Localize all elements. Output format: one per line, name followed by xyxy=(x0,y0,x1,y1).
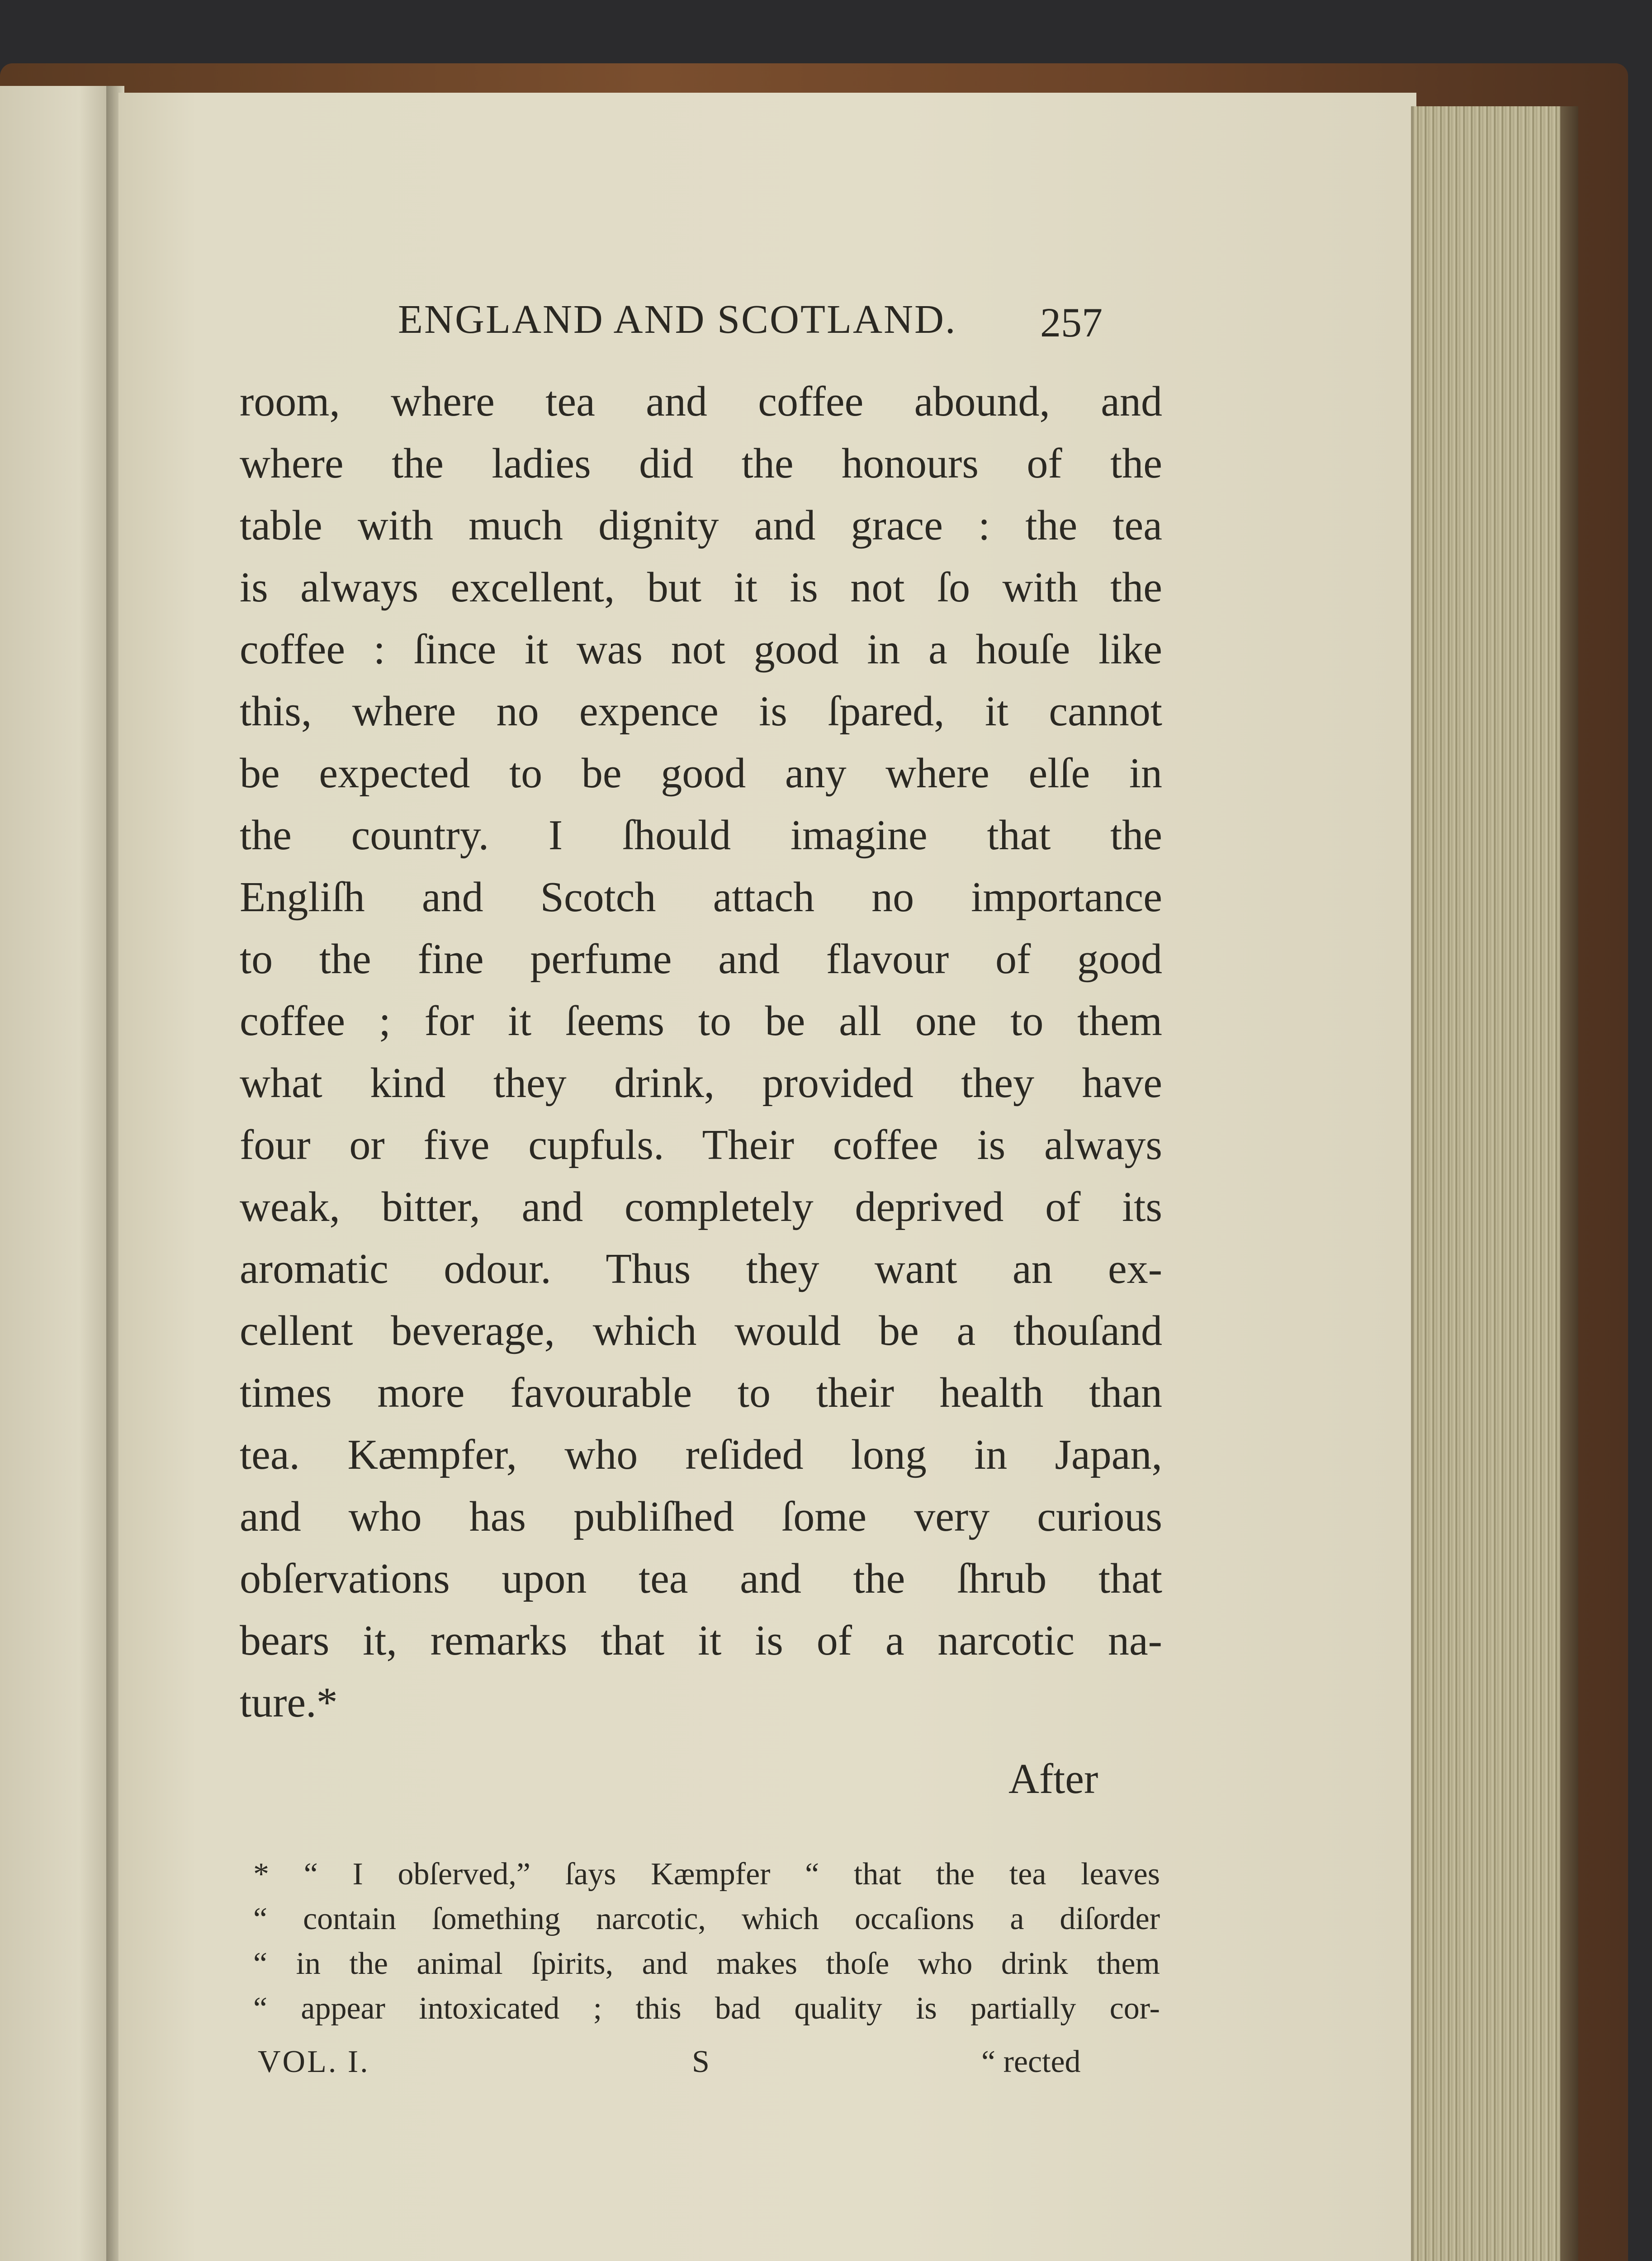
catchword: After xyxy=(1008,1755,1098,1802)
footnote-catchword: “ rected xyxy=(981,2044,1081,2079)
edge-shadow xyxy=(1560,106,1578,2261)
body-line: obſervations upon tea and the ſhrub that xyxy=(240,1555,1162,1602)
footnote-line: “ appear intoxicated ; this bad quality is partially cor- xyxy=(253,1991,1160,2026)
body-line: coffee : ſince it was not good in a houſe like xyxy=(240,626,1162,673)
body-line: and who has publiſhed ſome very curious xyxy=(240,1493,1162,1540)
body-line: four or five cupfuls. Their coffee is always xyxy=(240,1121,1162,1168)
body-line: tea. Kæmpfer, who reſided long in Japan, xyxy=(240,1431,1162,1478)
body-line: weak, bitter, and completely deprived of its xyxy=(240,1183,1162,1230)
body-text xyxy=(240,371,1162,1734)
signature-mark: S xyxy=(692,2044,710,2079)
body-line: the country. I ſhould imagine that the xyxy=(240,812,1162,859)
running-head: ENGLAND AND SCOTLAND. xyxy=(398,297,957,342)
body-line: this, where no expence is ſpared, it cannot xyxy=(240,688,1162,735)
body-line: room, where tea and coffee abound, and xyxy=(240,378,1162,425)
body-line: to the fine perfume and flavour of good xyxy=(240,936,1162,983)
body-line: what kind they drink, provided they have xyxy=(240,1060,1162,1107)
body-line: is always excellent, but it is not ſo with the xyxy=(240,564,1162,611)
body-line-last: ture.* xyxy=(240,1679,338,1726)
left-page-strip xyxy=(0,86,113,2261)
body-line: coffee ; for it ſeems to be all one to them xyxy=(240,998,1162,1045)
page-number: 257 xyxy=(1040,299,1103,345)
footnote-line: “ in the animal ſpirits, and makes thoſe who drink them xyxy=(253,1946,1160,1981)
body-line: be expected to be good any where elſe in xyxy=(240,750,1162,797)
body-line: where the ladies did the honours of the xyxy=(240,440,1162,487)
body-line: times more favourable to their health than xyxy=(240,1369,1162,1416)
body-line: bears it, remarks that it is of a narcotic na- xyxy=(240,1617,1162,1664)
page-edges xyxy=(1411,106,1563,2261)
footnote xyxy=(253,1852,1160,2031)
footnote-line: * “ I obſerved,” ſays Kæmpfer “ that the tea leaves xyxy=(253,1857,1160,1892)
body-line: table with much dignity and grace : the tea xyxy=(240,502,1162,549)
body-line: cellent beverage, which would be a thouſand xyxy=(240,1307,1162,1354)
footnote-line: “ contain ſomething narcotic, which occaſions a diſorder xyxy=(253,1902,1160,1936)
body-line: Engliſh and Scotch attach no importance xyxy=(240,874,1162,921)
volume-signature: VOL. I. xyxy=(258,2044,370,2079)
body-line: aromatic odour. Thus they want an ex- xyxy=(240,1245,1162,1292)
